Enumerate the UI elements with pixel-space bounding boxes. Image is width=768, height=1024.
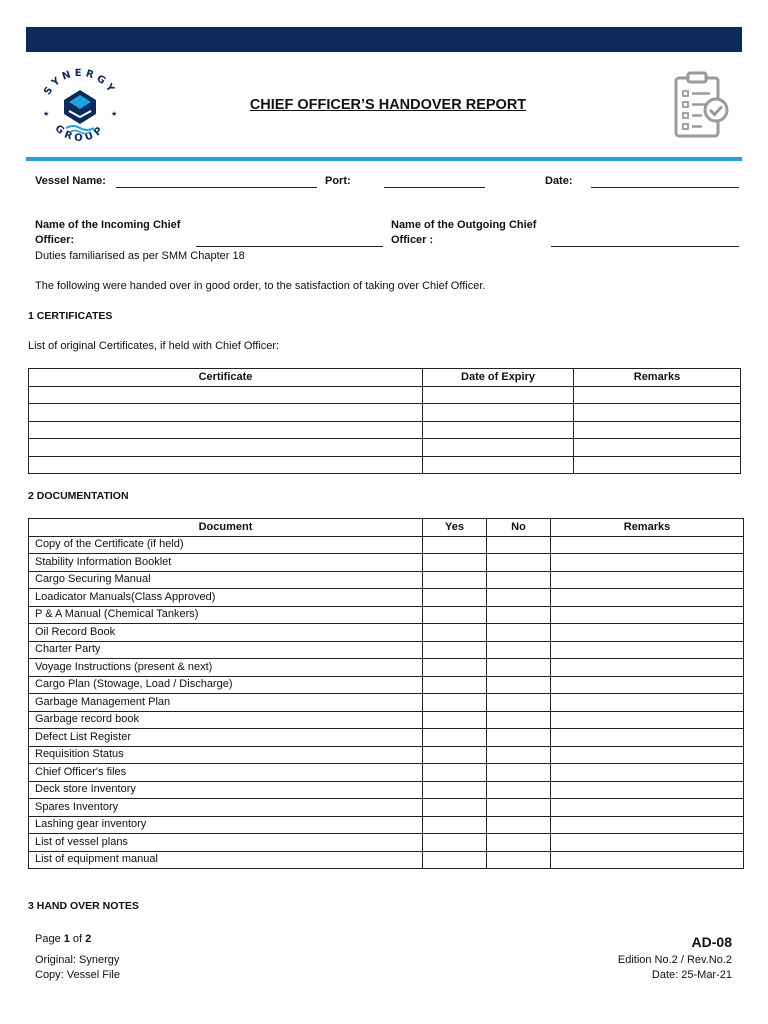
remarks-cell[interactable] xyxy=(551,834,744,852)
document-cell: Defect List Register xyxy=(29,729,423,747)
table-row xyxy=(29,851,744,869)
yes-cell[interactable] xyxy=(423,764,487,782)
document-cell: Copy of the Certificate (if held) xyxy=(29,536,423,554)
document-cell: List of equipment manual xyxy=(29,851,423,869)
no-cell[interactable] xyxy=(487,834,551,852)
col-date-of-expiry: Date of Expiry xyxy=(423,369,574,387)
document-cell: Voyage Instructions (present & next) xyxy=(29,659,423,677)
remarks-cell[interactable] xyxy=(551,711,744,729)
remarks-cell[interactable] xyxy=(551,589,744,607)
remarks-cell[interactable] xyxy=(551,764,744,782)
outgoing-label-line1: Name of the Outgoing Chief xyxy=(391,219,537,231)
yes-cell[interactable] xyxy=(423,746,487,764)
remarks-cell[interactable] xyxy=(551,799,744,817)
table-row xyxy=(29,439,741,457)
table-row xyxy=(29,781,744,799)
no-cell[interactable] xyxy=(487,851,551,869)
col-document: Document xyxy=(29,519,423,537)
yes-cell[interactable] xyxy=(423,536,487,554)
remarks-cell[interactable] xyxy=(551,641,744,659)
clipboard-check-icon xyxy=(668,70,734,140)
document-cell: Charter Party xyxy=(29,641,423,659)
table-row xyxy=(29,386,741,404)
no-cell[interactable] xyxy=(487,641,551,659)
table-row xyxy=(29,764,744,782)
remarks-cell[interactable] xyxy=(551,851,744,869)
synergy-logo xyxy=(36,62,124,154)
table-row xyxy=(29,676,744,694)
vessel-name-field[interactable] xyxy=(116,187,317,188)
yes-cell[interactable] xyxy=(423,816,487,834)
table-row xyxy=(29,729,744,747)
remarks-cell[interactable] xyxy=(551,694,744,712)
col-remarks: Remarks xyxy=(551,519,744,537)
yes-cell[interactable] xyxy=(423,606,487,624)
page-total: 2 xyxy=(85,933,92,945)
yes-cell[interactable] xyxy=(423,729,487,747)
remarks-cell[interactable] xyxy=(551,659,744,677)
remarks-cell[interactable] xyxy=(574,421,741,439)
table-row xyxy=(29,641,744,659)
expiry-cell[interactable] xyxy=(423,386,574,404)
duties-text: Duties familiarised as per SMM Chapter 18 xyxy=(35,250,245,262)
table-row xyxy=(29,421,741,439)
certificate-cell[interactable] xyxy=(29,439,423,457)
document-cell: Spares Inventory xyxy=(29,799,423,817)
remarks-cell[interactable] xyxy=(574,439,741,457)
table-row xyxy=(29,694,744,712)
no-cell[interactable] xyxy=(487,571,551,589)
yes-cell[interactable] xyxy=(423,554,487,572)
table-row xyxy=(29,624,744,642)
table-row xyxy=(29,536,744,554)
documentation-table xyxy=(28,518,744,869)
document-cell: Garbage Management Plan xyxy=(29,694,423,712)
certificate-cell[interactable] xyxy=(29,386,423,404)
yes-cell[interactable] xyxy=(423,676,487,694)
document-cell: List of vessel plans xyxy=(29,834,423,852)
document-cell: Stability Information Booklet xyxy=(29,554,423,572)
table-row xyxy=(29,816,744,834)
footer-original: Original: Synergy xyxy=(35,954,120,966)
no-cell[interactable] xyxy=(487,659,551,677)
table-header-row xyxy=(29,369,741,387)
yes-cell[interactable] xyxy=(423,571,487,589)
certificate-cell[interactable] xyxy=(29,421,423,439)
table-row xyxy=(29,456,741,474)
yes-cell[interactable] xyxy=(423,694,487,712)
col-yes: Yes xyxy=(423,519,487,537)
remarks-cell[interactable] xyxy=(551,781,744,799)
date-label: Date: xyxy=(545,175,573,187)
no-cell[interactable] xyxy=(487,816,551,834)
table-row xyxy=(29,834,744,852)
yes-cell[interactable] xyxy=(423,589,487,607)
expiry-cell[interactable] xyxy=(423,404,574,422)
no-cell[interactable] xyxy=(487,746,551,764)
no-cell[interactable] xyxy=(487,711,551,729)
yes-cell[interactable] xyxy=(423,781,487,799)
remarks-cell[interactable] xyxy=(551,571,744,589)
remarks-cell[interactable] xyxy=(574,404,741,422)
port-field[interactable] xyxy=(384,187,485,188)
logo-top-text: SYNERGY xyxy=(42,67,118,98)
remarks-cell[interactable] xyxy=(551,624,744,642)
certificate-cell[interactable] xyxy=(29,404,423,422)
footer-edition: Edition No.2 / Rev.No.2 xyxy=(617,954,732,966)
table-row xyxy=(29,746,744,764)
section-documentation-heading: 2 DOCUMENTATION xyxy=(28,490,129,502)
outgoing-name-field[interactable] xyxy=(551,246,739,247)
expiry-cell[interactable] xyxy=(423,456,574,474)
no-cell[interactable] xyxy=(487,536,551,554)
no-cell[interactable] xyxy=(487,781,551,799)
table-row xyxy=(29,659,744,677)
remarks-cell[interactable] xyxy=(551,746,744,764)
yes-cell[interactable] xyxy=(423,834,487,852)
incoming-name-field[interactable] xyxy=(196,246,383,247)
remarks-cell[interactable] xyxy=(551,606,744,624)
date-field[interactable] xyxy=(591,187,739,188)
document-cell: Chief Officer's files xyxy=(29,764,423,782)
document-cell: Loadicator Manuals(Class Approved) xyxy=(29,589,423,607)
intro-text: The following were handed over in good order, to the satisfaction of taking over Chief Officer. xyxy=(35,280,486,292)
table-row xyxy=(29,606,744,624)
no-cell[interactable] xyxy=(487,799,551,817)
remarks-cell[interactable] xyxy=(551,676,744,694)
document-cell: Lashing gear inventory xyxy=(29,816,423,834)
page-of: of xyxy=(69,933,86,945)
incoming-label-line2: Officer: xyxy=(35,234,75,246)
col-remarks: Remarks xyxy=(574,369,741,387)
document-cell: P & A Manual (Chemical Tankers) xyxy=(29,606,423,624)
incoming-label-line1: Name of the Incoming Chief xyxy=(35,219,181,231)
document-cell: Cargo Plan (Stowage, Load / Discharge) xyxy=(29,676,423,694)
page-number xyxy=(35,933,91,945)
no-cell[interactable] xyxy=(487,606,551,624)
remarks-cell[interactable] xyxy=(574,456,741,474)
document-cell: Oil Record Book xyxy=(29,624,423,642)
footer-date: Date: 25-Mar-21 xyxy=(651,969,732,981)
document-cell: Requisition Status xyxy=(29,746,423,764)
remarks-cell[interactable] xyxy=(551,536,744,554)
svg-text:GROUP xyxy=(53,123,108,144)
yes-cell[interactable] xyxy=(423,851,487,869)
col-no: No xyxy=(487,519,551,537)
yes-cell[interactable] xyxy=(423,641,487,659)
document-cell: Deck store Inventory xyxy=(29,781,423,799)
svg-text:★: ★ xyxy=(111,111,118,118)
table-row xyxy=(29,554,744,572)
remarks-cell[interactable] xyxy=(551,729,744,747)
yes-cell[interactable] xyxy=(423,799,487,817)
no-cell[interactable] xyxy=(487,694,551,712)
certificates-subtext: List of original Certificates, if held with Chief Officer: xyxy=(28,340,280,352)
vessel-name-label: Vessel Name: xyxy=(35,175,106,187)
header-divider xyxy=(26,157,742,161)
no-cell[interactable] xyxy=(487,729,551,747)
page-current: 1 xyxy=(63,933,70,945)
footer-copy: Copy: Vessel File xyxy=(35,969,120,981)
table-row xyxy=(29,404,741,422)
logo-bottom-text: GROUP xyxy=(52,123,108,144)
table-row xyxy=(29,799,744,817)
expiry-cell[interactable] xyxy=(423,439,574,457)
document-cell: Cargo Securing Manual xyxy=(29,571,423,589)
page-prefix: Page xyxy=(35,933,64,945)
svg-text:★: ★ xyxy=(43,111,50,118)
expiry-cell[interactable] xyxy=(423,421,574,439)
certificate-cell[interactable] xyxy=(29,456,423,474)
table-header-row xyxy=(29,519,744,537)
table-row xyxy=(29,711,744,729)
remarks-cell[interactable] xyxy=(574,386,741,404)
table-row xyxy=(29,571,744,589)
outgoing-label-line2: Officer : xyxy=(391,234,434,246)
col-certificate: Certificate xyxy=(29,369,423,387)
form-code: AD-08 xyxy=(691,934,732,950)
no-cell[interactable] xyxy=(487,624,551,642)
yes-cell[interactable] xyxy=(423,659,487,677)
no-cell[interactable] xyxy=(487,589,551,607)
port-label: Port: xyxy=(325,175,351,187)
no-cell[interactable] xyxy=(487,554,551,572)
remarks-cell[interactable] xyxy=(551,816,744,834)
header-bar xyxy=(26,27,742,52)
no-cell[interactable] xyxy=(487,676,551,694)
yes-cell[interactable] xyxy=(423,624,487,642)
yes-cell[interactable] xyxy=(423,711,487,729)
document-cell: Garbage record book xyxy=(29,711,423,729)
certificates-table xyxy=(28,368,741,474)
page-title: CHIEF OFFICER’S HANDOVER REPORT xyxy=(249,97,527,113)
remarks-cell[interactable] xyxy=(551,554,744,572)
section-certificates-heading: 1 CERTIFICATES xyxy=(28,310,113,322)
section-handover-notes-heading: 3 HAND OVER NOTES xyxy=(28,900,139,912)
table-row xyxy=(29,589,744,607)
no-cell[interactable] xyxy=(487,764,551,782)
